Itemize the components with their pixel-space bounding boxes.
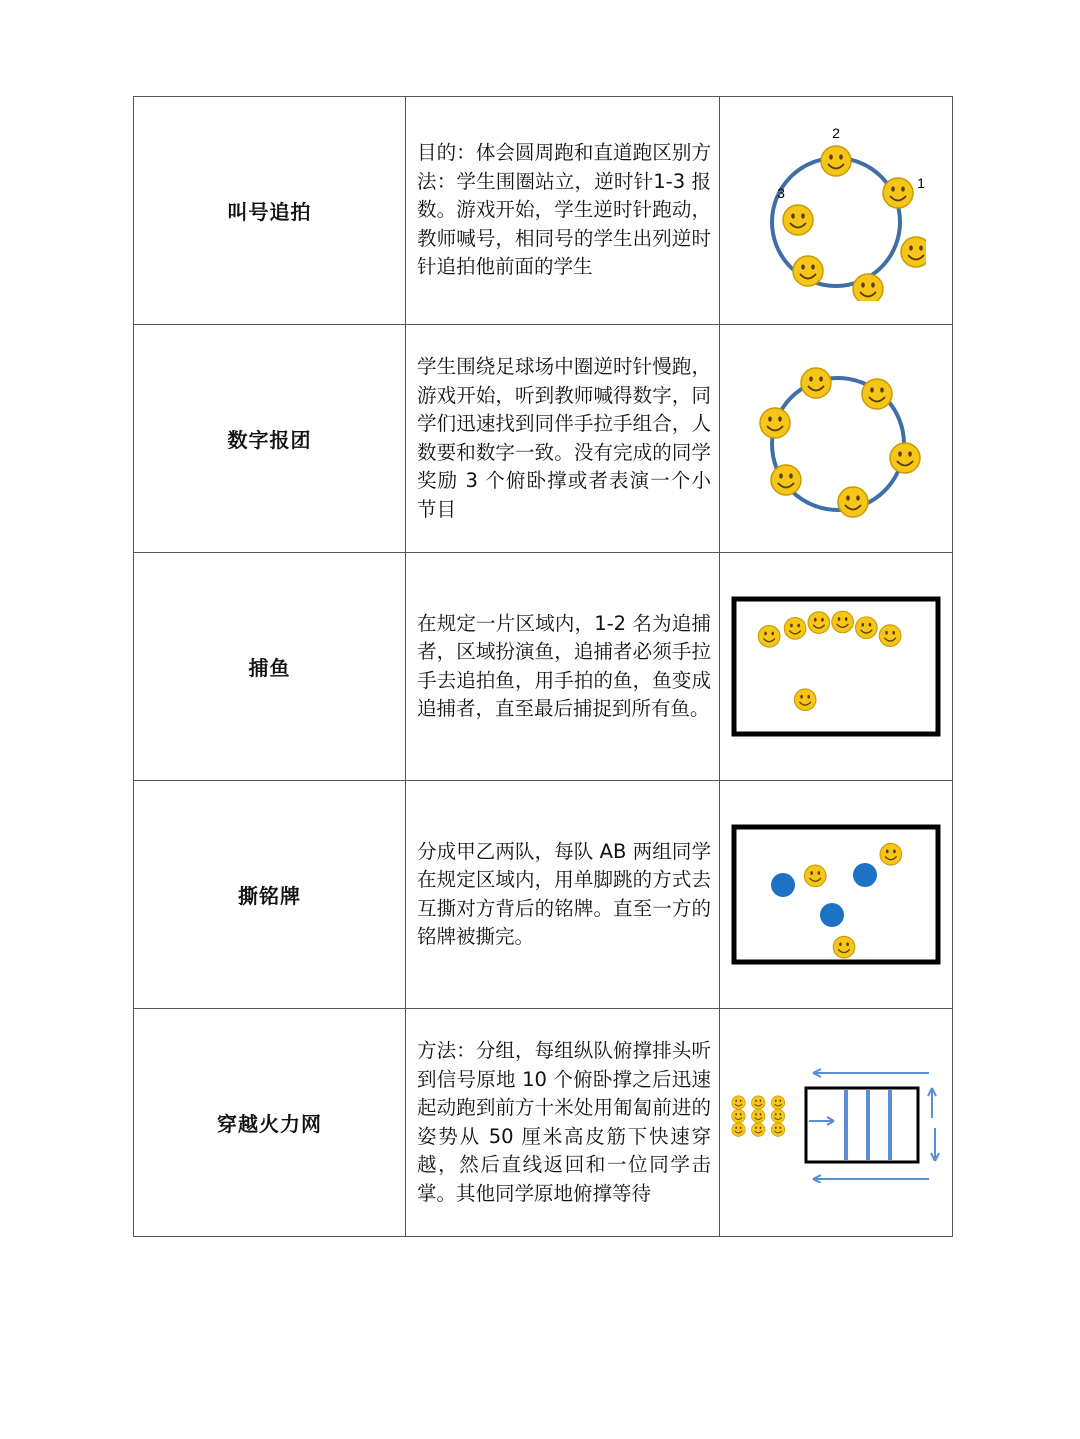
game-name: 叫号追拍 — [134, 97, 406, 325]
game-diagram — [720, 97, 953, 325]
table-row — [134, 1009, 953, 1237]
game-description: 学生围绕足球场中圈逆时针慢跑，游戏开始，听到教师喊得数字，同学们迅速找到同伴手拉手组合，人数要和数字一致。没有完成的同学奖励 3 个俯卧撑或者表演一个小节目 — [406, 325, 720, 553]
label-2: 2 — [832, 124, 840, 141]
game-diagram — [720, 325, 953, 553]
fishing-net-chase-icon — [731, 596, 941, 738]
table-row — [134, 553, 953, 781]
game-description: 在规定一片区域内，1-2 名为追捕者，区域扮演鱼，追捕者必须手拉手去追拍鱼，用手拍的鱼，鱼变成追捕者，直至最后捕捉到所有鱼。 — [406, 553, 720, 781]
table-row — [134, 97, 953, 325]
game-diagram — [720, 553, 953, 781]
game-diagram — [720, 1009, 953, 1237]
game-name: 捕鱼 — [134, 553, 406, 781]
table-row — [134, 781, 953, 1009]
game-name: 撕铭牌 — [134, 781, 406, 1009]
two-teams-field-icon — [731, 824, 941, 966]
game-description: 目的：体会圆周跑和直道跑区别方法：学生围圈站立，逆时针1-3 报数。游戏开始，学生逆时针跑动，教师喊号，相同号的学生出列逆时针追拍他前面的学生 — [406, 97, 720, 325]
game-name: 数字报团 — [134, 325, 406, 553]
game-description: 分成甲乙两队，每队 AB 两组同学在规定区域内，用单脚跳的方式去互撕对方背后的铭牌。直至一方的铭牌被撕完。 — [406, 781, 720, 1009]
circle-of-smiley-faces-icon — [746, 359, 926, 519]
games-table — [133, 96, 953, 1237]
circle-of-smiley-faces-icon — [746, 121, 926, 301]
label-1: 1 — [917, 174, 925, 191]
game-description: 方法：分组，每组纵队俯撑排头听到信号原地 10 个俯卧撑之后迅速起动跑到前方十米处用匍匐前进的姿势从 50 厘米高皮筋下快速穿越，然后直线返回和一位同学击掌。其他同学原地俯撑等待 — [406, 1009, 720, 1237]
game-name: 穿越火力网 — [134, 1009, 406, 1237]
label-3: 3 — [777, 184, 785, 201]
game-diagram — [720, 781, 953, 1009]
table-row — [134, 325, 953, 553]
obstacle-course-icon — [729, 1063, 944, 1183]
